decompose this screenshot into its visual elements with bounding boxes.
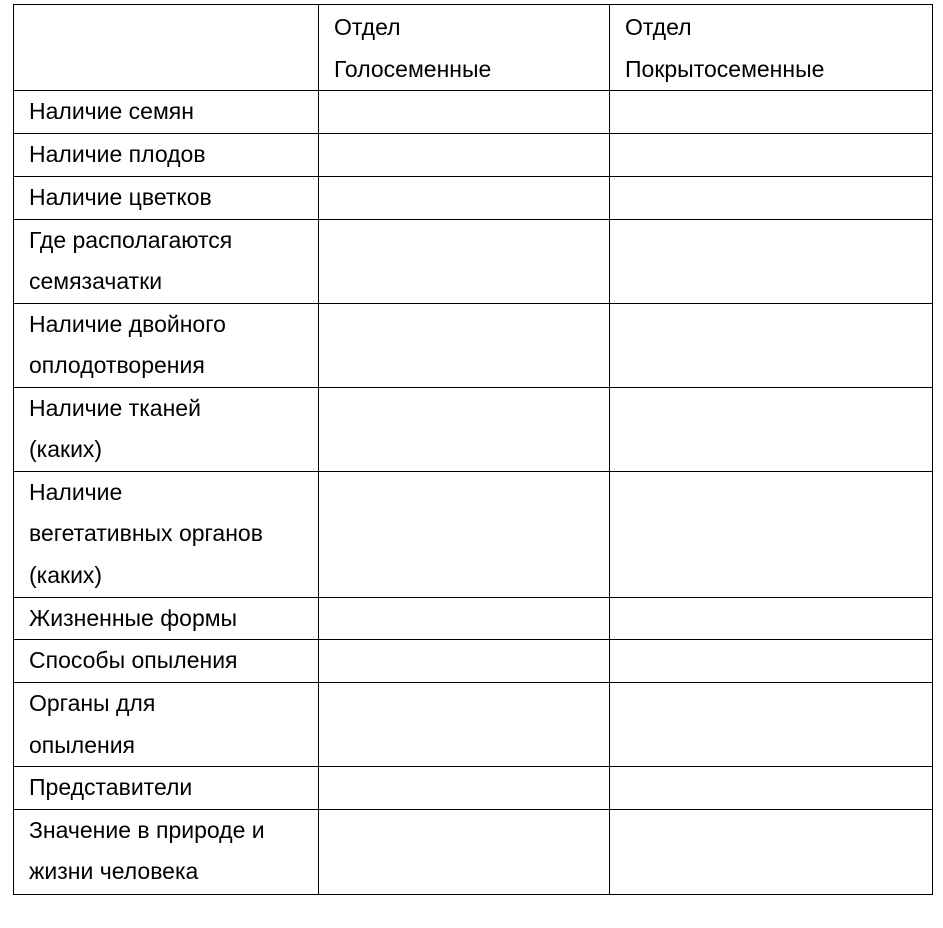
gymnosperms-cell[interactable] [319, 387, 610, 471]
table-row [14, 91, 933, 134]
table-row [14, 134, 933, 177]
gymnosperms-cell[interactable] [319, 683, 610, 767]
header-angiosperms: Отдел Покрытосеменные [610, 5, 933, 91]
angiosperms-cell[interactable] [610, 176, 933, 219]
angiosperms-cell[interactable] [610, 91, 933, 134]
gymnosperms-cell[interactable] [319, 767, 610, 810]
table-row [14, 303, 933, 387]
table-row [14, 640, 933, 683]
row-label: Значение в природе и жизни человека [14, 809, 319, 894]
header-corner-cell [14, 5, 319, 91]
angiosperms-cell[interactable] [610, 767, 933, 810]
row-label: Наличие вегетативных органов (каких) [14, 471, 319, 597]
row-label: Наличие двойного оплодотворения [14, 303, 319, 387]
gymnosperms-cell[interactable] [319, 219, 610, 303]
gymnosperms-cell[interactable] [319, 176, 610, 219]
angiosperms-cell[interactable] [610, 303, 933, 387]
table-row [14, 597, 933, 640]
gymnosperms-cell[interactable] [319, 91, 610, 134]
angiosperms-cell[interactable] [610, 640, 933, 683]
header-gymnosperms: Отдел Голосеменные [319, 5, 610, 91]
gymnosperms-cell[interactable] [319, 471, 610, 597]
angiosperms-cell[interactable] [610, 387, 933, 471]
angiosperms-cell[interactable] [610, 219, 933, 303]
row-label: Наличие тканей (каких) [14, 387, 319, 471]
angiosperms-cell[interactable] [610, 597, 933, 640]
table-row [14, 219, 933, 303]
gymnosperms-cell[interactable] [319, 640, 610, 683]
angiosperms-cell[interactable] [610, 134, 933, 177]
table-row [14, 387, 933, 471]
row-label: Наличие семян [14, 91, 319, 134]
row-label: Где располагаются семязачатки [14, 219, 319, 303]
row-label: Способы опыления [14, 640, 319, 683]
row-label: Наличие цветков [14, 176, 319, 219]
angiosperms-cell[interactable] [610, 471, 933, 597]
comparison-table [13, 4, 933, 895]
table-row [14, 471, 933, 597]
table-row [14, 809, 933, 894]
row-label: Наличие плодов [14, 134, 319, 177]
row-label: Представители [14, 767, 319, 810]
angiosperms-cell[interactable] [610, 683, 933, 767]
table-header-row [14, 5, 933, 91]
row-label: Жизненные формы [14, 597, 319, 640]
table-row [14, 767, 933, 810]
angiosperms-cell[interactable] [610, 809, 933, 894]
row-label: Органы для опыления [14, 683, 319, 767]
gymnosperms-cell[interactable] [319, 597, 610, 640]
gymnosperms-cell[interactable] [319, 134, 610, 177]
gymnosperms-cell[interactable] [319, 303, 610, 387]
table-row [14, 176, 933, 219]
gymnosperms-cell[interactable] [319, 809, 610, 894]
table-row [14, 683, 933, 767]
